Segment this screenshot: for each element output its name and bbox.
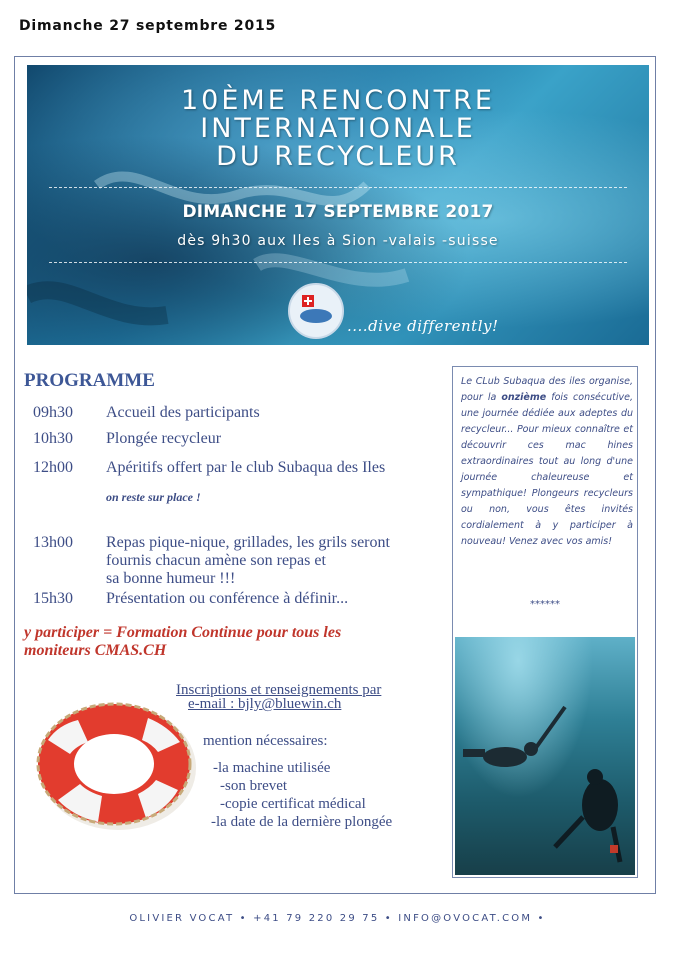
programme-title: PROGRAMME xyxy=(24,370,155,391)
description-text: Le CLub Subaqua des iles organise, pour la xyxy=(461,376,633,403)
footer-contact: OLIVIER VOCAT • +41 79 220 29 75 • INFO@OVOCAT.COM • xyxy=(129,913,546,924)
banner-divider-bottom xyxy=(49,262,627,263)
club-description xyxy=(461,374,633,550)
requirement-item: -la date de la dernière plongée xyxy=(211,814,393,830)
requirement-item: -la machine utilisée xyxy=(213,760,331,776)
programme-desc: Plongée recycleur xyxy=(106,430,222,447)
banner-title-line1: 10ÈME RENCONTRE xyxy=(181,85,495,116)
programme-time: 12h00 xyxy=(33,459,73,476)
programme-desc: sa bonne humeur !!! xyxy=(106,570,236,587)
club-logo xyxy=(288,283,344,339)
requirements-heading: mention nécessaires: xyxy=(203,733,328,749)
banner-title-line3: DU RECYCLEUR xyxy=(216,141,460,172)
inscriptions-heading: Inscriptions et renseignements par xyxy=(176,682,382,698)
lifebuoy-image xyxy=(18,680,208,850)
swiss-flag-icon xyxy=(302,295,314,307)
event-location: dès 9h30 aux Iles à Sion -valais -suisse xyxy=(177,233,499,249)
banner-title-line2: INTERNATIONALE xyxy=(200,113,476,144)
programme-desc: fournis chacun amène son repas et xyxy=(106,552,326,569)
programme-list xyxy=(0,404,450,607)
formation-notice xyxy=(24,624,454,660)
formation-line2: moniteurs CMAS.CH xyxy=(24,642,167,659)
banner-divider-top xyxy=(49,187,627,188)
divers-photo xyxy=(455,637,635,875)
diver-icon xyxy=(300,309,332,323)
requirement-item: -son brevet xyxy=(220,778,288,794)
programme-note: on reste sur place ! xyxy=(106,490,201,504)
programme-time: 15h30 xyxy=(33,590,73,607)
description-text: fois consécutive, une journée dédiée aux adeptes du recycleur... Pour mieux connaître et découvrir ces mac hines extraordinaires tout au long d'une journée chaleureuse et sympathique! Plongeurs recycleurs ou non, vous êtes invités cordialement à y participer à nouveau! Venez avec vos amis! xyxy=(461,392,633,547)
divers-illustration xyxy=(455,637,635,875)
programme-time: 10h30 xyxy=(33,430,73,447)
requirement-item: -copie certificat médical xyxy=(220,796,366,812)
event-date: DIMANCHE 17 SEPTEMBRE 2017 xyxy=(182,202,494,222)
programme-desc: Accueil des participants xyxy=(106,404,260,421)
programme-time: 13h00 xyxy=(33,534,73,551)
formation-line1: y participer = Formation Continue pour tous les xyxy=(24,624,342,641)
programme-desc-text: Apéritifs offert par le club xyxy=(106,459,278,476)
description-highlight: onzième xyxy=(501,392,547,403)
club-description-box xyxy=(452,366,638,878)
page-date: Dimanche 27 septembre 2015 xyxy=(19,18,277,34)
event-banner xyxy=(27,65,649,345)
club-name: Subaqua des Iles xyxy=(277,459,386,476)
programme-desc: Repas pique-nique, grillades, les grils seront xyxy=(106,534,390,551)
banner-tagline: ....dive differently! xyxy=(347,317,499,335)
programme-desc xyxy=(106,459,385,477)
stars-separator: ****** xyxy=(530,599,560,610)
programme-desc: Présentation ou conférence à définir... xyxy=(106,590,349,607)
programme-time: 09h30 xyxy=(33,404,73,421)
email-link[interactable]: e-mail : bjly@bluewin.ch xyxy=(188,696,342,712)
